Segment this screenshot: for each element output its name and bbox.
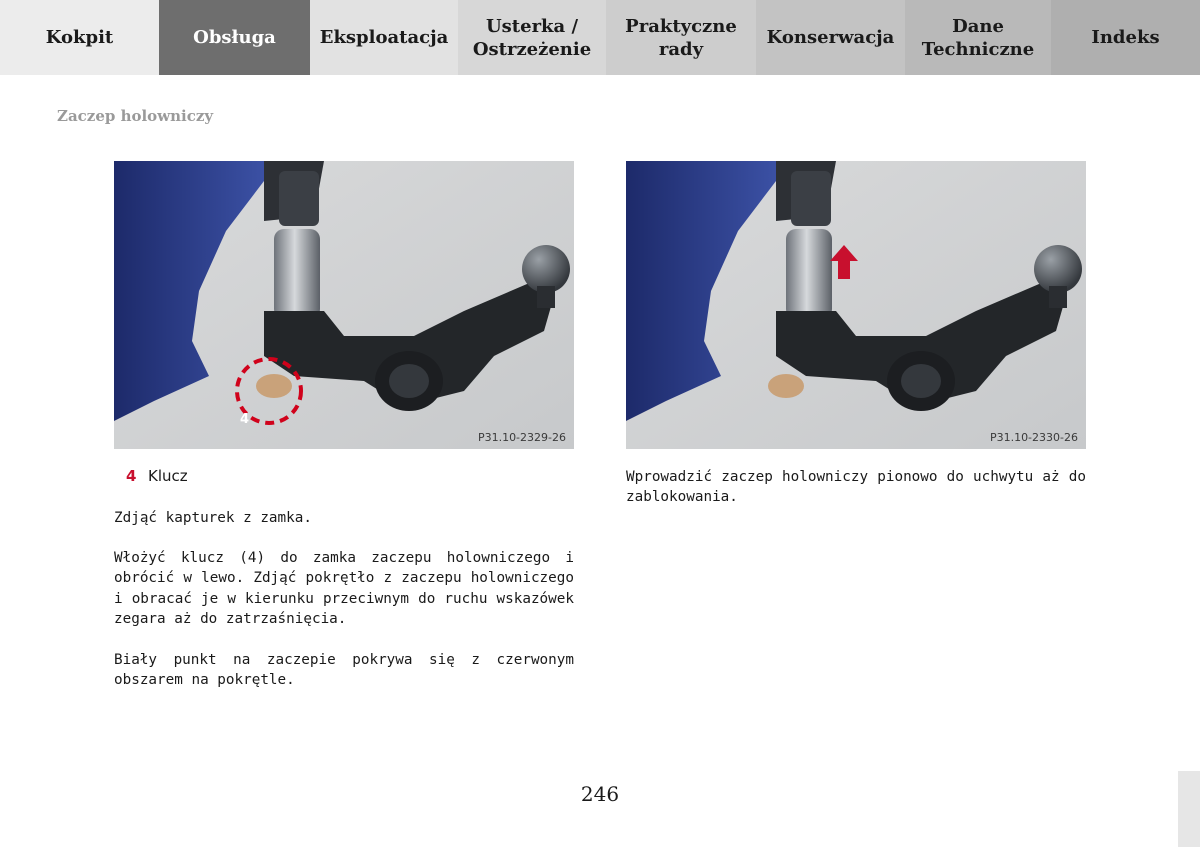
- tab-konserwacja[interactable]: Konserwacja: [756, 0, 905, 75]
- tab-usterka-ostrzezenie[interactable]: Usterka / Ostrzeżenie: [458, 0, 606, 75]
- section-title: Zaczep holowniczy: [57, 107, 214, 125]
- caption-number: 4: [126, 467, 137, 485]
- edge-tab: [1178, 771, 1200, 847]
- tab-dane-techniczne[interactable]: Dane Techniczne: [905, 0, 1051, 75]
- paragraph: Zdjąć kapturek z zamka.: [114, 510, 312, 526]
- paragraph: Biały punkt na zaczepie pokrywa się z czerwonym obszarem na pokrętle.: [114, 652, 574, 689]
- tab-obsluga[interactable]: Obsługa: [159, 0, 310, 75]
- chapter-tabs: [0, 0, 1200, 75]
- paragraph: Włożyć klucz (4) do zamka zaczepu holowniczego i obrócić w lewo. Zdjąć pokrętło z zaczepu holowniczego i obracać je w kierunku przeciwnym do ruchu wskazówek zegara aż do zatrzaśnięcia.: [114, 550, 574, 627]
- figure-hitch-insert: [626, 161, 1086, 449]
- tab-kokpit[interactable]: Kokpit: [0, 0, 159, 75]
- figure-code: P31.10-2329-26: [477, 431, 566, 444]
- figure-code: P31.10-2330-26: [989, 431, 1078, 444]
- page-number: 246: [580, 782, 620, 806]
- tab-indeks[interactable]: Indeks: [1051, 0, 1200, 75]
- figure-callout-4: 4: [240, 412, 250, 427]
- caption-text: Klucz: [148, 467, 188, 485]
- figure-key-insert: [114, 161, 574, 449]
- paragraph: Wprowadzić zaczep holowniczy pionowo do uchwytu aż do zablokowania.: [626, 469, 1086, 506]
- tab-praktyczne-rady[interactable]: Praktyczne rady: [606, 0, 756, 75]
- tab-eksploatacja[interactable]: Eksploatacja: [310, 0, 458, 75]
